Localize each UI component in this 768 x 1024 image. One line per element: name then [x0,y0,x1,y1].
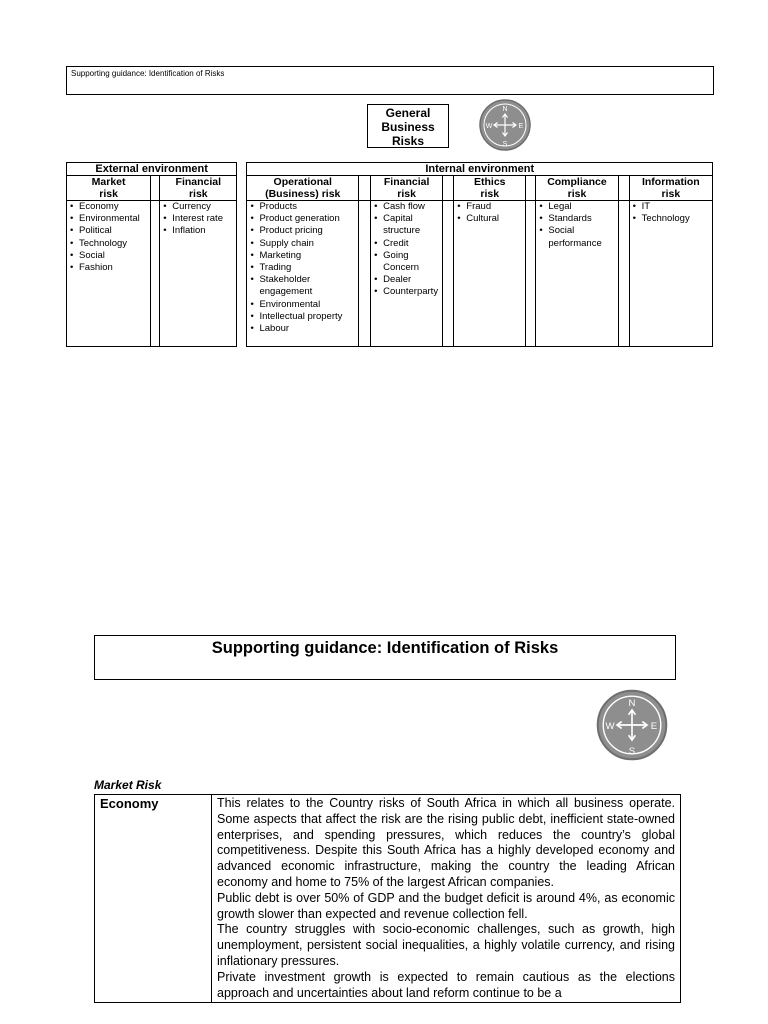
economy-paragraph: The country struggles with socio-economic challenges, such as growth, high unemployment, persistent social inequalities, a highly volatile currency, and rising inflationary pressures. [217,922,675,968]
operational-risk-heading: Operational (Business) risk [247,176,359,201]
internal-financial-risk-list [374,201,439,299]
market-risk-title: Market Risk [94,778,162,792]
list-item: • Supply chain [250,238,355,250]
list-item: • Dealer [374,274,439,286]
economy-paragraph: Public debt is over 50% of GDP and the budget deficit is around 4%, as economic growth slower than expected and revenue collection fell. [217,890,675,921]
list-item: • Legal [539,201,614,213]
external-financial-risk-heading: Financial risk [160,176,237,201]
list-item: • Going Concern [374,250,439,274]
list-item: • Inflation [163,225,233,237]
general-box-line2: Business [381,120,435,134]
list-item: • Counterparty [374,286,439,298]
external-environment-heading: External environment [67,163,237,176]
list-item: • Marketing [250,250,355,262]
list-item: • Product generation [250,213,355,225]
list-item: • Fraud [457,201,522,213]
external-financial-risk-list [163,201,233,238]
ethics-risk-heading: Ethics risk [454,176,526,201]
economy-paragraph: This relates to the Country risks of South Africa in which all business operate. Some aspects that affect the risk are the rising public debt, inefficient state-owned enterprises, and spending pressures, which reduces the country’s global competitiveness. Despite this South Africa has a highly developed economy and advanced economic infrastructure, making the country the leading African economy and home to 75% of the largest African companies. [217,796,675,889]
economy-label: Economy [95,795,212,1003]
compass-s: S [628,745,636,757]
market-risk-list [70,201,147,274]
list-item: • Environmental [250,299,355,311]
list-item: • Environmental [70,213,147,225]
economy-paragraph: Private investment growth is expected to remain cautious as the elections approach and uncertainties about land reform continue to be a [217,969,675,1000]
economy-description [212,795,681,1003]
list-item: • Interest rate [163,213,233,225]
compass-n: N [502,106,508,113]
compliance-risk-heading: Compliance risk [536,176,618,201]
compass-n: N [628,697,636,709]
list-item: • Technology [70,238,147,250]
list-item: • Currency [163,201,233,213]
operational-risk-list [250,201,355,335]
list-item: • Political [70,225,147,237]
information-risk-heading: Information risk [629,176,712,201]
list-item: • Social performance [539,225,614,249]
list-item: • Labour [250,323,355,335]
general-box-line3: Risks [391,134,425,148]
compass-e: E [518,123,524,130]
compass-w: W [485,123,493,130]
compass-icon [478,98,532,152]
compass-icon [595,688,669,762]
market-risk-heading: Market risk [67,176,151,201]
page-header-large: Supporting guidance: Identification of Risks [94,635,676,680]
list-item: • Economy [70,201,147,213]
list-item: • IT [633,201,709,213]
list-item: • Products [250,201,355,213]
list-item: • Intellectual property [250,311,355,323]
list-item: • Trading [250,262,355,274]
list-item: • Technology [633,213,709,225]
list-item: • Capital structure [374,213,439,237]
page-header-small: Supporting guidance: Identification of Risks [66,66,714,95]
risk-categories-table [66,162,713,347]
ethics-risk-list [457,201,522,225]
general-business-risks-box [367,104,449,148]
compass-w: W [605,721,615,733]
list-item: • Stakeholder engagement [250,274,355,298]
internal-environment-heading: Internal environment [247,163,713,176]
list-item: • Social [70,250,147,262]
internal-financial-risk-heading: Financial risk [371,176,443,201]
market-risk-table [94,794,681,1003]
list-item: • Product pricing [250,225,355,237]
information-risk-list [633,201,709,225]
list-item: • Standards [539,213,614,225]
compass-e: E [650,721,658,733]
list-item: • Cultural [457,213,522,225]
list-item: • Credit [374,238,439,250]
compass-s: S [502,141,508,148]
compliance-risk-list [539,201,614,250]
list-item: • Fashion [70,262,147,274]
list-item: • Cash flow [374,201,439,213]
general-box-line1: General [385,106,431,120]
